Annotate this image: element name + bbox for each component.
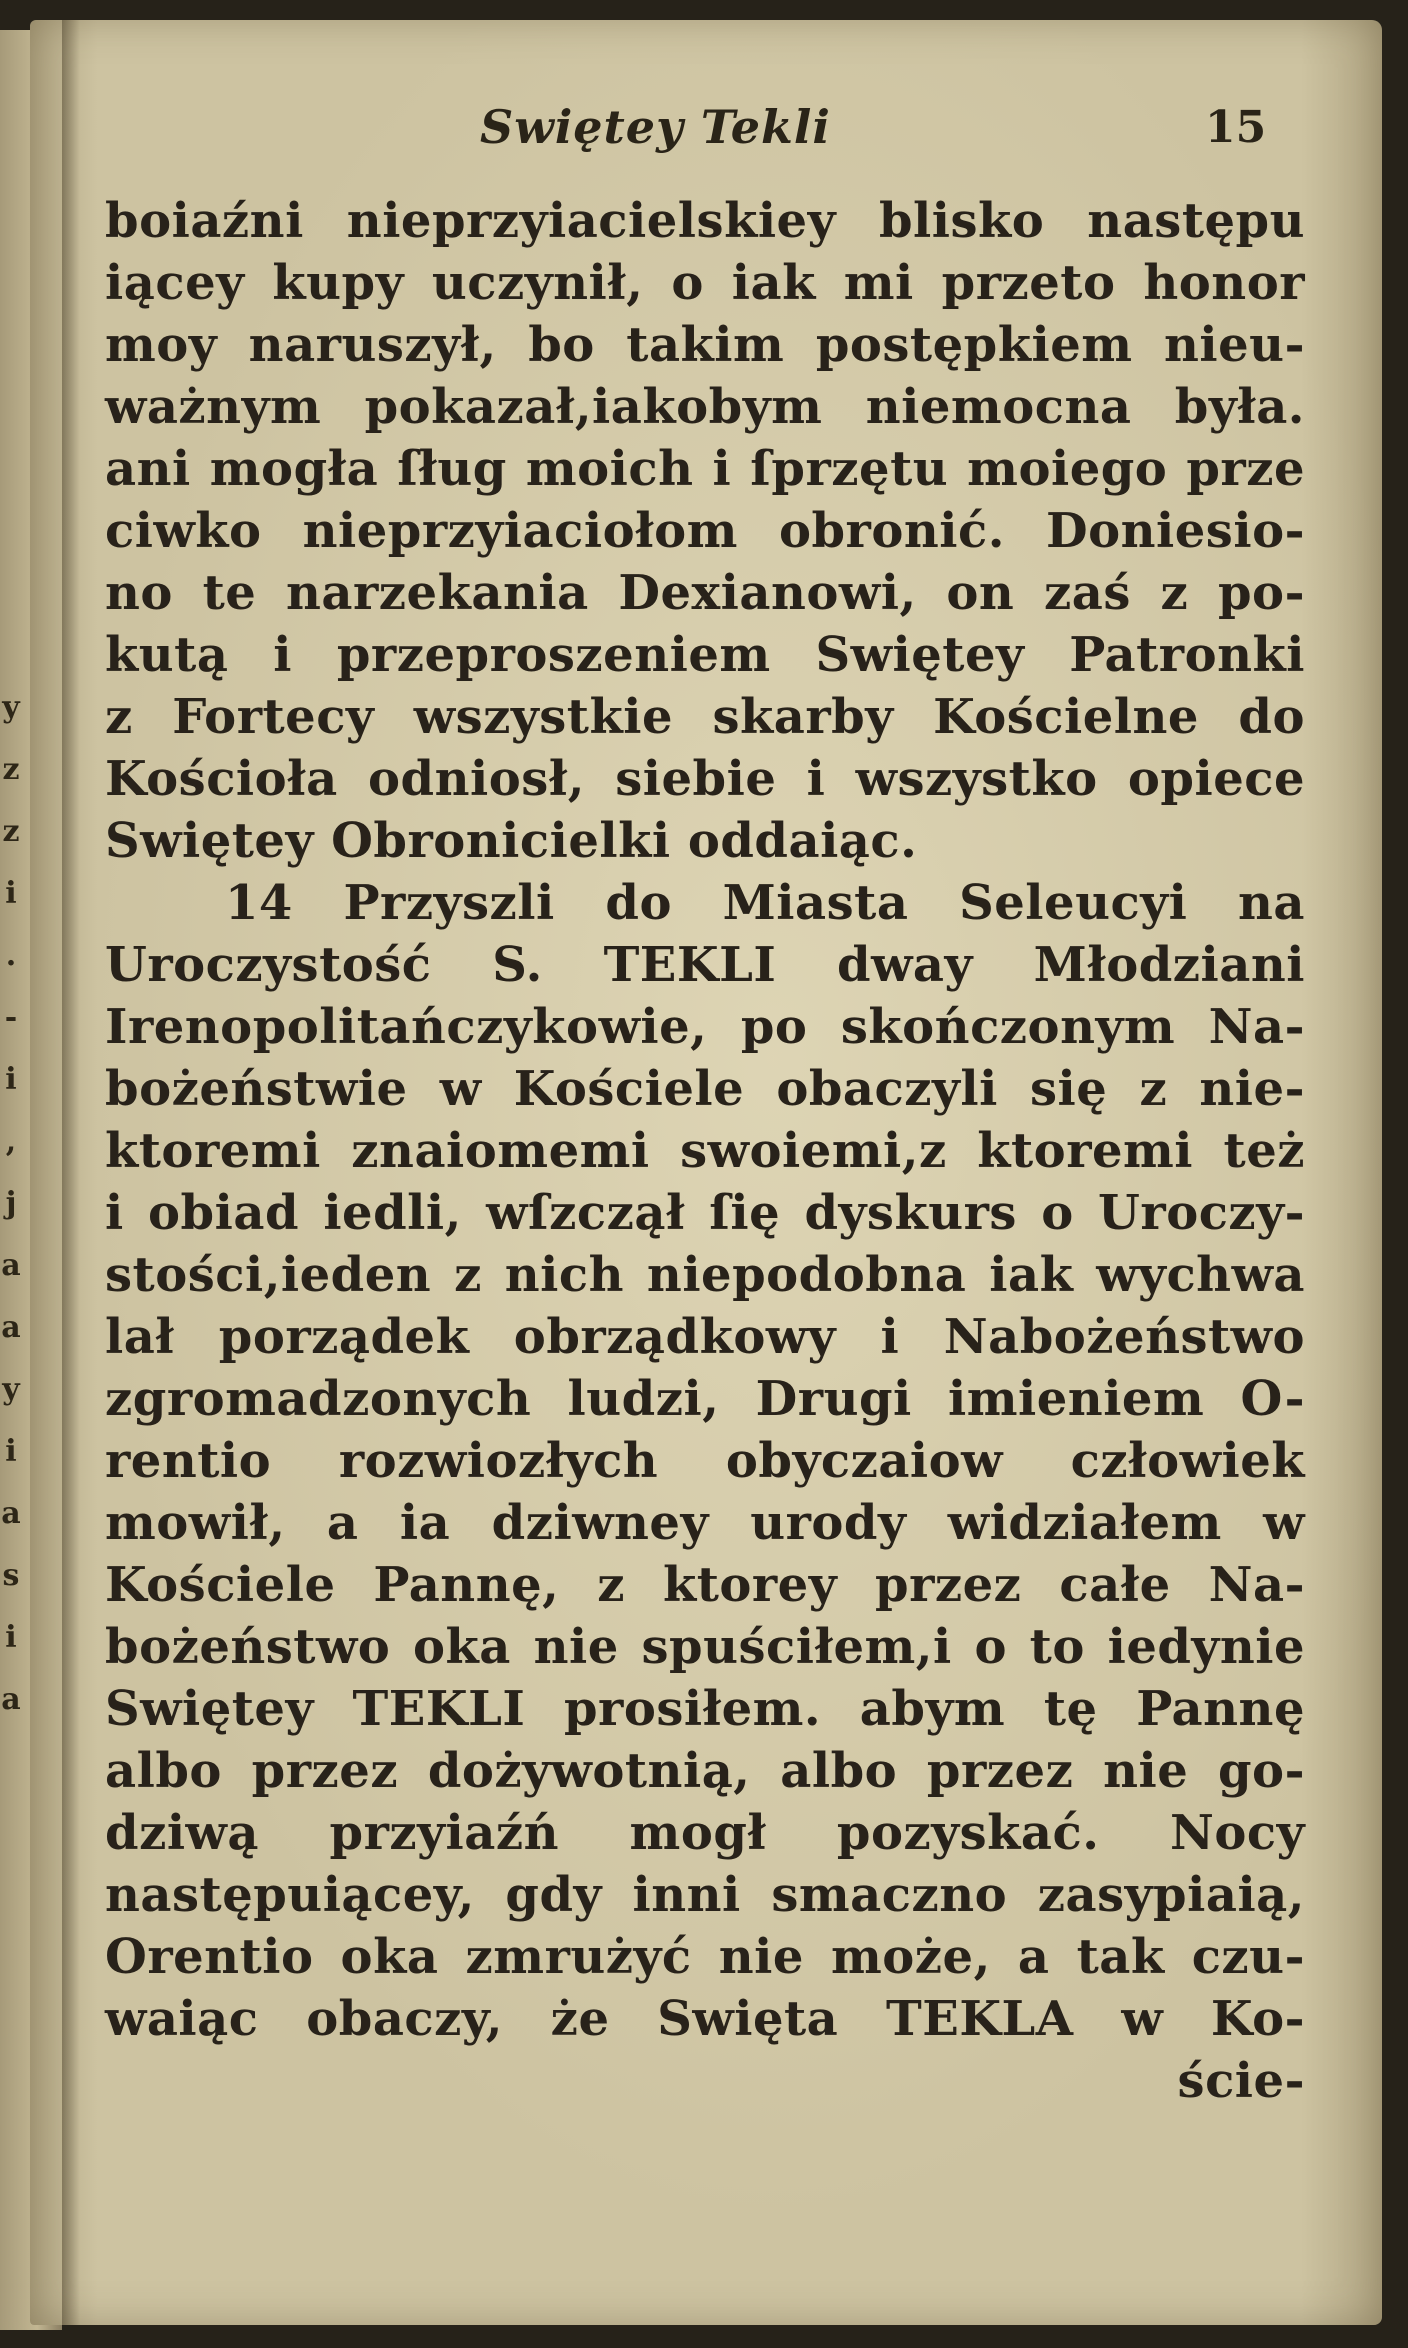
page-number: 15 <box>1205 102 1267 153</box>
text-line: dziwą przyiaźń mogł pozyskać. Nocy <box>105 1805 1305 1861</box>
edge-char: z <box>2 814 20 849</box>
text-line: Kościele Pannę, z ktorey przez całe Na- <box>105 1557 1305 1613</box>
edge-char: s <box>2 1558 20 1593</box>
edge-char: j <box>5 1186 17 1221</box>
edge-char: a <box>1 1248 21 1283</box>
edge-char: y <box>2 1372 20 1407</box>
text-line: Orentio oka zmrużyć nie może, a tak czu- <box>105 1929 1305 1985</box>
text-line: waiąc obaczy, że Swięta TEKLA w Ko- <box>105 1991 1305 2047</box>
text-line: no te narzekania Dexianowi, on zaś z po- <box>105 565 1305 621</box>
edge-char: . <box>5 938 17 973</box>
body-text <box>105 190 1305 2112</box>
text-line: bożeństwie w Kościele obaczyli się z nie- <box>105 1061 1305 1117</box>
edge-char: , <box>5 1124 17 1159</box>
edge-char: i <box>5 1620 17 1655</box>
text-line: ważnym pokazał,iakobym niemocna była. <box>105 379 1305 435</box>
text-line: ciwko nieprzyiaciołom obronić. Doniesio- <box>105 503 1305 559</box>
text-line: kutą i przeproszeniem Swiętey Patronki <box>105 627 1305 683</box>
edge-char: a <box>1 1496 21 1531</box>
edge-char: z <box>2 752 20 787</box>
edge-char: i <box>5 876 17 911</box>
edge-char: - <box>4 1000 18 1035</box>
text-line: Swiętey TEKLI prosiłem. abym tę Pannę <box>105 1681 1305 1737</box>
text-line: iącey kupy uczynił, o iak mi przeto honor <box>105 255 1305 311</box>
text-line: moy naruszył, bo takim postępkiem nieu- <box>105 317 1305 373</box>
text-line: Irenopolitańczykowie, po skończonym Na- <box>105 999 1305 1055</box>
text-line: mowił, a ia dziwney urody widziałem w <box>105 1495 1305 1551</box>
text-line: ani mogła ſług moich i ſprzętu moiego prze <box>105 441 1305 497</box>
edge-char: a <box>1 1310 21 1345</box>
text-line: zgromadzonych ludzi, Drugi imieniem O- <box>105 1371 1305 1427</box>
text-line: Swiętey Obronicielki oddaiąc. <box>105 813 918 869</box>
page-header <box>150 100 1300 160</box>
text-line: ktoremi znaiomemi swoiemi,z ktoremi też <box>105 1123 1305 1179</box>
text-line: rentio rozwiozłych obyczaiow człowiek <box>105 1433 1305 1489</box>
text-line: z Fortecy wszystkie skarby Kościelne do <box>105 689 1305 745</box>
text-line: bożeństwo oka nie spuściłem,i o to iedynie <box>105 1619 1305 1675</box>
text-line: Uroczystość S. TEKLI dway Młodziani <box>105 937 1305 993</box>
text-line: boiaźni nieprzyiacielskiey blisko następu <box>105 193 1305 249</box>
edge-char: y <box>2 690 20 725</box>
edge-char: i <box>5 1434 17 1469</box>
text-line: lał porządek obrządkowy i Nabożeństwo <box>105 1309 1305 1365</box>
running-head: Swiętey Tekli <box>480 100 831 154</box>
text-line: albo przez dożywotnią, albo przez nie go- <box>105 1743 1305 1799</box>
text-line: 14 Przyszli do Miasta Seleucyi na <box>225 875 1305 931</box>
text-line: ście- <box>1177 2053 1305 2109</box>
text-line: Kościoła odniosł, siebie i wszystko opiece <box>105 751 1305 807</box>
text-line: następuiącey, gdy inni smaczno zasypiaią, <box>105 1867 1305 1923</box>
text-line: i obiad iedli, wſzczął ſię dyskurs o Uroczy- <box>105 1185 1305 1241</box>
edge-char: i <box>5 1062 17 1097</box>
spine-shadow <box>62 20 80 2325</box>
text-line: stości,ieden z nich niepodobna iak wychwa <box>105 1247 1305 1303</box>
edge-char: a <box>1 1682 21 1717</box>
